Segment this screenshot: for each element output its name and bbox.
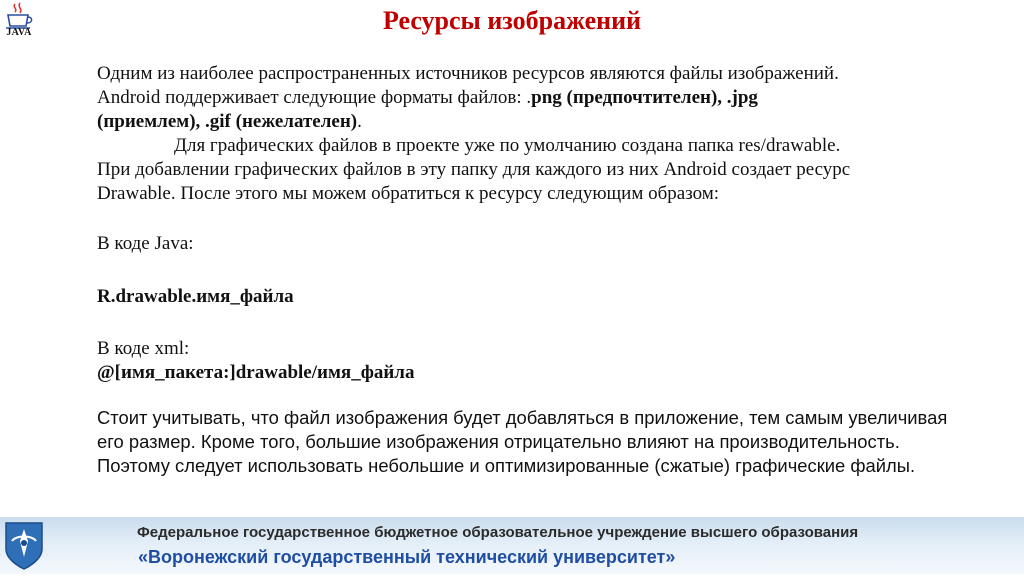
university-emblem — [2, 519, 46, 571]
text-span: Android поддерживает следующие форматы файлов: . — [97, 87, 532, 108]
footer-university-name: «Воронежский государственный технический университет» — [138, 547, 676, 567]
paragraph-line — [97, 110, 977, 134]
xml-code — [97, 361, 977, 385]
paragraph-line: его размер. Кроме того, большие изображения отрицательно влияют на производительность. — [97, 431, 900, 452]
paragraph-line: Стоит учитывать, что файл изображения будет добавляться в приложение, тем самым увеличивая — [97, 407, 948, 428]
paragraph-line — [97, 86, 977, 110]
paragraph-line: Поэтому следует использовать небольшие и оптимизированные (сжатые) графические файлы. — [97, 455, 916, 476]
text-span: . — [357, 111, 362, 132]
xml-label: В коде xml: — [97, 338, 190, 359]
footer-institution-type: Федеральное государственное бюджетное образовательное учреждение высшего образования — [137, 524, 859, 541]
paragraph-line: При добавлении графических файлов в эту папку для каждого из них Android создает ресурс — [97, 159, 851, 180]
emblem-icon — [2, 519, 46, 571]
paragraph-line: Drawable. После этого мы можем обратиться к ресурсу следующим образом: — [97, 183, 720, 204]
bold-formats: (приемлем), .gif (нежелателен) — [97, 111, 358, 132]
closing-paragraph — [97, 406, 997, 478]
paragraph-line: Одним из наиболее распространенных источников ресурсов являются файлы изображений. — [97, 63, 839, 84]
java-label: В коде Java: — [97, 233, 194, 254]
java-logo-text: JAVA — [6, 27, 32, 38]
bold-formats: png (предпочтителен), .jpg — [531, 87, 758, 108]
xml-code-text: @[имя_пакета:]drawable/имя_файла — [97, 362, 415, 383]
paragraph-line: Для графических файлов в проекте уже по умолчанию создана папка res/drawable. — [174, 135, 841, 156]
main-content — [97, 62, 977, 385]
java-code — [97, 285, 977, 309]
java-code-text: R.drawable.имя_файла — [97, 286, 294, 307]
slide-title: Ресурсы изображений — [382, 6, 642, 35]
